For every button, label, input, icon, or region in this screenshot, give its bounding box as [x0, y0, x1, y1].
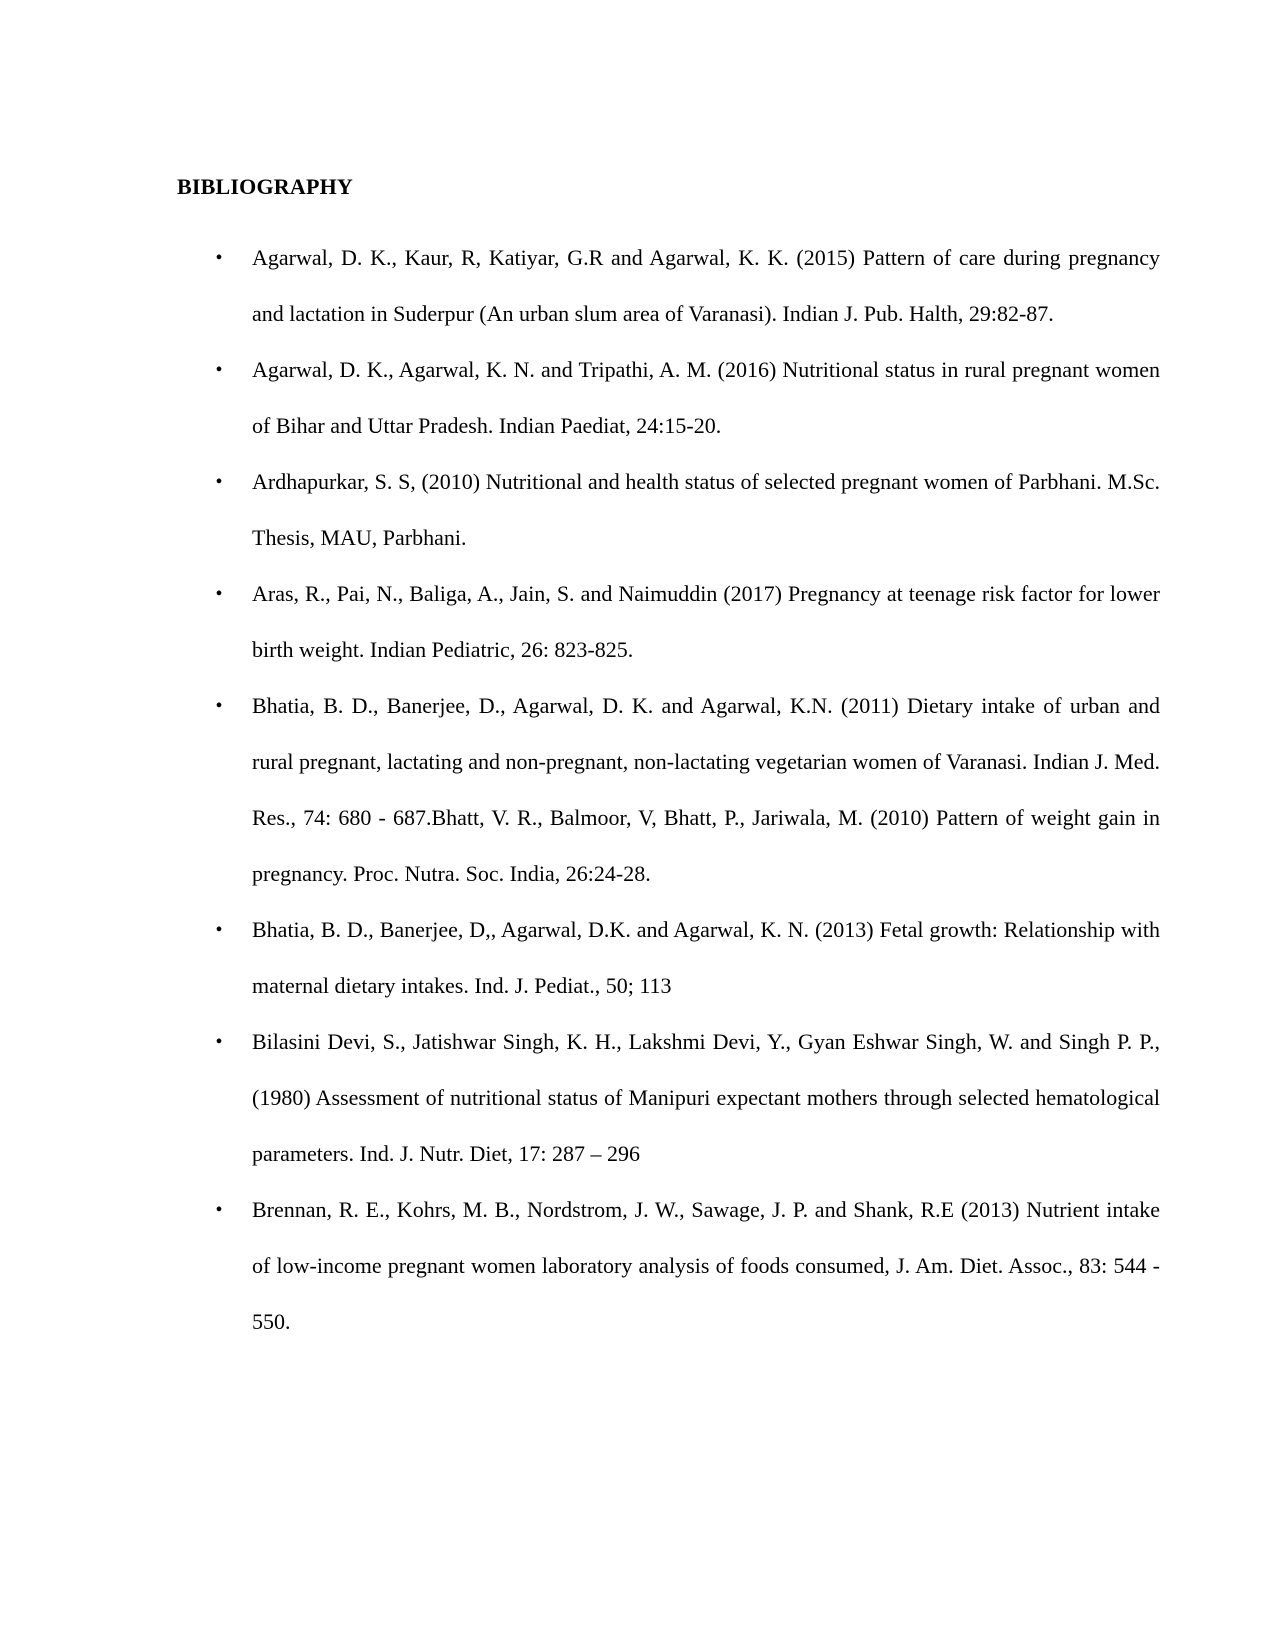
reference-text: Agarwal, D. K., Kaur, R, Katiyar, G.R and Agarwal, K. K. (2015) Pattern of care during pregnancy and lactation in Suderpur (An urban slum area of Varanasi). Indian J. Pub. Halth, 29:82-87.: [252, 245, 1160, 326]
bullet-icon: •: [215, 471, 223, 493]
list-item: [212, 454, 1160, 566]
list-item: [212, 902, 1160, 1014]
list-item: [212, 342, 1160, 454]
reference-text: Brennan, R. E., Kohrs, M. B., Nordstrom, J. W., Sawage, J. P. and Shank, R.E (2013) Nutrient intake of low-income pregnant women laboratory analysis of foods consumed, J. Am. Diet. Assoc., 83: 544 - 550.: [252, 1197, 1160, 1334]
bullet-icon: •: [215, 919, 223, 941]
list-item: [212, 230, 1160, 342]
bullet-icon: •: [215, 1031, 223, 1053]
reference-text: Bhatia, B. D., Banerjee, D,, Agarwal, D.K. and Agarwal, K. N. (2013) Fetal growth: Relationship with maternal dietary intakes. Ind. J. Pediat., 50; 113: [252, 917, 1160, 998]
list-item: [212, 1182, 1160, 1350]
reference-text: Ardhapurkar, S. S, (2010) Nutritional and health status of selected pregnant women of Parbhani. M.Sc. Thesis, MAU, Parbhani.: [252, 469, 1160, 550]
list-item: [212, 566, 1160, 678]
page-title: BIBLIOGRAPHY: [177, 174, 353, 199]
bullet-icon: •: [215, 583, 223, 605]
reference-text: Bhatia, B. D., Banerjee, D., Agarwal, D. K. and Agarwal, K.N. (2011) Dietary intake of urban and rural pregnant, lactating and non-pregnant, non-lactating vegetarian women of Varanasi. Indian J. Med. Res., 74: 680 - 687.Bhatt, V. R., Balmoor, V, Bhatt, P., Jariwala, M. (2010) Pattern of weight gain in pregnancy. Proc. Nutra. Soc. India, 26:24-28.: [252, 693, 1161, 886]
bibliography-list: [212, 230, 1160, 1350]
bullet-icon: •: [215, 247, 223, 269]
list-item: [212, 678, 1160, 902]
reference-text: Bilasini Devi, S., Jatishwar Singh, K. H., Lakshmi Devi, Y., Gyan Eshwar Singh, W. and Singh P. P., (1980) Assessment of nutritional status of Manipuri expectant mothers through selected hematological parameters. Ind. J. Nutr. Diet, 17: 287 – 296: [252, 1029, 1160, 1166]
reference-text: Agarwal, D. K., Agarwal, K. N. and Tripathi, A. M. (2016) Nutritional status in rural pregnant women of Bihar and Uttar Pradesh. Indian Paediat, 24:15-20.: [252, 357, 1160, 438]
list-item: [212, 1014, 1160, 1182]
bullet-icon: •: [215, 359, 223, 381]
bullet-icon: •: [215, 1199, 223, 1221]
bullet-icon: •: [215, 695, 223, 717]
reference-text: Aras, R., Pai, N., Baliga, A., Jain, S. and Naimuddin (2017) Pregnancy at teenage risk factor for lower birth weight. Indian Pediatric, 26: 823-825.: [252, 581, 1160, 662]
